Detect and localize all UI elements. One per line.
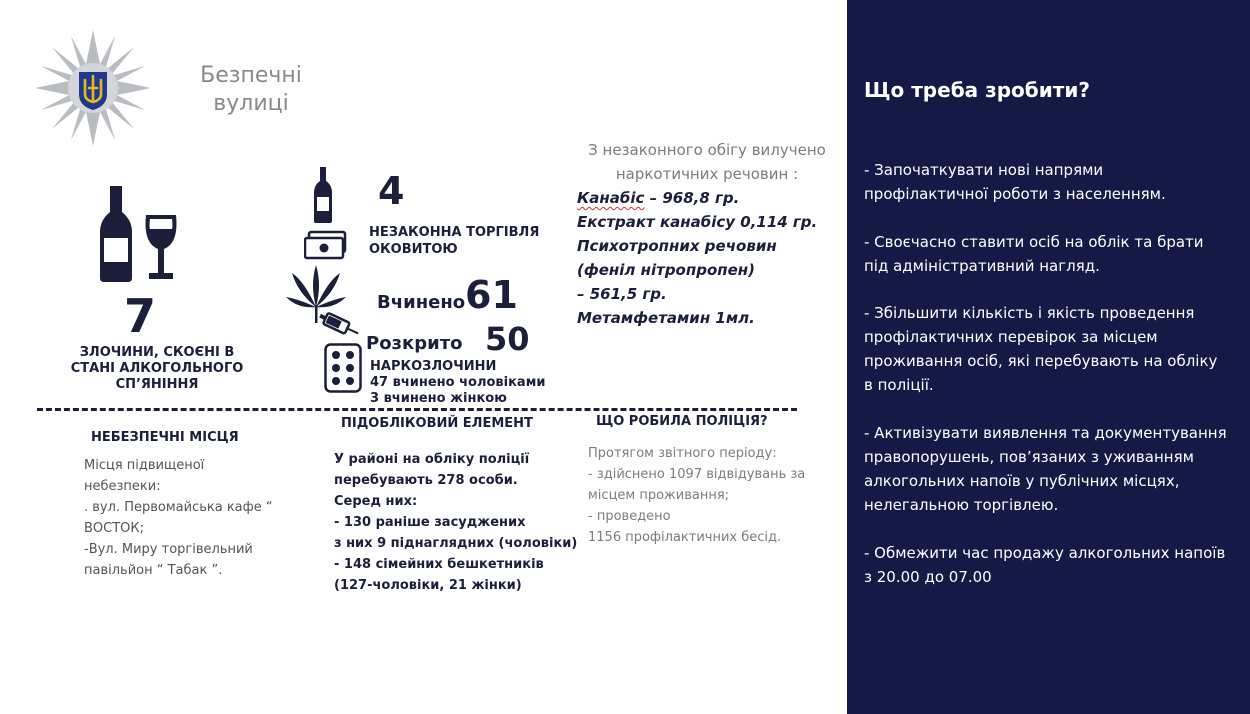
drug-committed-label: Вчинено bbox=[377, 292, 466, 313]
police-actions-body: Протягом звітного періоду: - здійснено 1097 відвідувань за місцем проживання; - проведено 1156 профілактичних бесід. bbox=[588, 446, 806, 545]
seized-cannabis bbox=[577, 186, 837, 210]
money-icon bbox=[304, 230, 348, 260]
police-badge-icon bbox=[33, 28, 153, 148]
police-actions-heading: ЩО РОБИЛА ПОЛІЦІЯ? bbox=[596, 414, 768, 429]
vodka-trade-count: 4 bbox=[378, 169, 405, 213]
seized-psychotropic: Психотропних речовин (феніл нітропропен) – 561,5 гр. bbox=[577, 237, 777, 303]
small-bottle-icon bbox=[313, 167, 333, 223]
seized-substances bbox=[577, 138, 837, 330]
drug-by-men: 47 вчинено чоловіками bbox=[370, 375, 546, 390]
drug-crime-label: НАРКОЗЛОЧИНИ bbox=[370, 359, 497, 374]
registered-heading: ПІДОБЛІКОВИЙ ЕЛЕМЕНТ bbox=[341, 416, 533, 431]
vodka-trade-label-line1: НЕЗАКОННА ТОРГІВЛЯ bbox=[369, 225, 540, 240]
recommendation-item: - Збільшити кількість і якість проведення профілактичних перевірок за місцем проживання осіб, які перебувають на обліку в поліції. bbox=[864, 304, 1218, 394]
drug-solved-count: 50 bbox=[485, 320, 530, 358]
alcohol-crime-count: 7 bbox=[124, 289, 157, 343]
recommendation-item: - Активізувати виявлення та документування правопорушень, пов’язаних з уживанням алкогольних напоїв у публічних місцях, нелегальною торгівлею. bbox=[864, 424, 1227, 514]
registered-body: У районі на обліку поліції перебувають 278 особи. Серед них: - 130 раніше засуджених з них 9 піднаглядних (чоловіки) - 148 сімейних бешкетників (127-чоловіки, 21 жінки) bbox=[334, 452, 578, 593]
recommendation-item: - Започаткувати нові напрями профілактичної роботи з населенням. bbox=[864, 161, 1166, 203]
dangerous-places-body: Місця підвищеної небезпеки: . вул. Первомайська кафе “ ВОСТОК; -Вул. Миру торгівельний павільйон “ Табак ”. bbox=[84, 458, 273, 578]
recommendations-panel bbox=[847, 0, 1250, 714]
alcohol-crime-description: ЗЛОЧИНИ, СКОЄНІ В СТАНІ АЛКОГОЛЬНОГО СП’ЯНІННЯ bbox=[70, 345, 244, 392]
drug-by-women: 3 вчинено жінкою bbox=[370, 391, 507, 406]
dangerous-places-heading: НЕБЕЗПЕЧНІ МІСЦЯ bbox=[91, 430, 239, 445]
seized-cannabis-amount: – 968,8 гр. bbox=[644, 189, 740, 207]
pills-icon bbox=[324, 343, 362, 393]
drug-committed-count: 61 bbox=[465, 273, 518, 317]
wine-glass-icon bbox=[143, 215, 179, 281]
seized-methamphetamine: Метамфетамин 1мл. bbox=[577, 309, 755, 327]
syringe-icon bbox=[318, 310, 362, 340]
vodka-trade-label-line2: ОКОВИТОЮ bbox=[369, 242, 458, 257]
recommendations-title: Що треба зробити? bbox=[864, 78, 1090, 102]
seized-intro: З незаконного обігу вилучено наркотичних речовин : bbox=[588, 141, 826, 183]
drug-solved-label: Розкрито bbox=[366, 333, 463, 354]
seized-extract: Екстракт канабісу 0,114 гр. bbox=[577, 213, 818, 231]
recommendation-item: - Обмежити час продажу алкогольних напоїв з 20.00 до 07.00 bbox=[864, 544, 1226, 586]
seized-cannabis-word: Канабіс bbox=[577, 189, 645, 207]
recommendation-item: - Своєчасно ставити осіб на облік та брати під адміністративний нагляд. bbox=[864, 233, 1204, 275]
page-title: Безпечні вулиці bbox=[200, 63, 302, 116]
section-divider bbox=[37, 408, 797, 411]
wine-bottle-icon bbox=[98, 186, 134, 282]
